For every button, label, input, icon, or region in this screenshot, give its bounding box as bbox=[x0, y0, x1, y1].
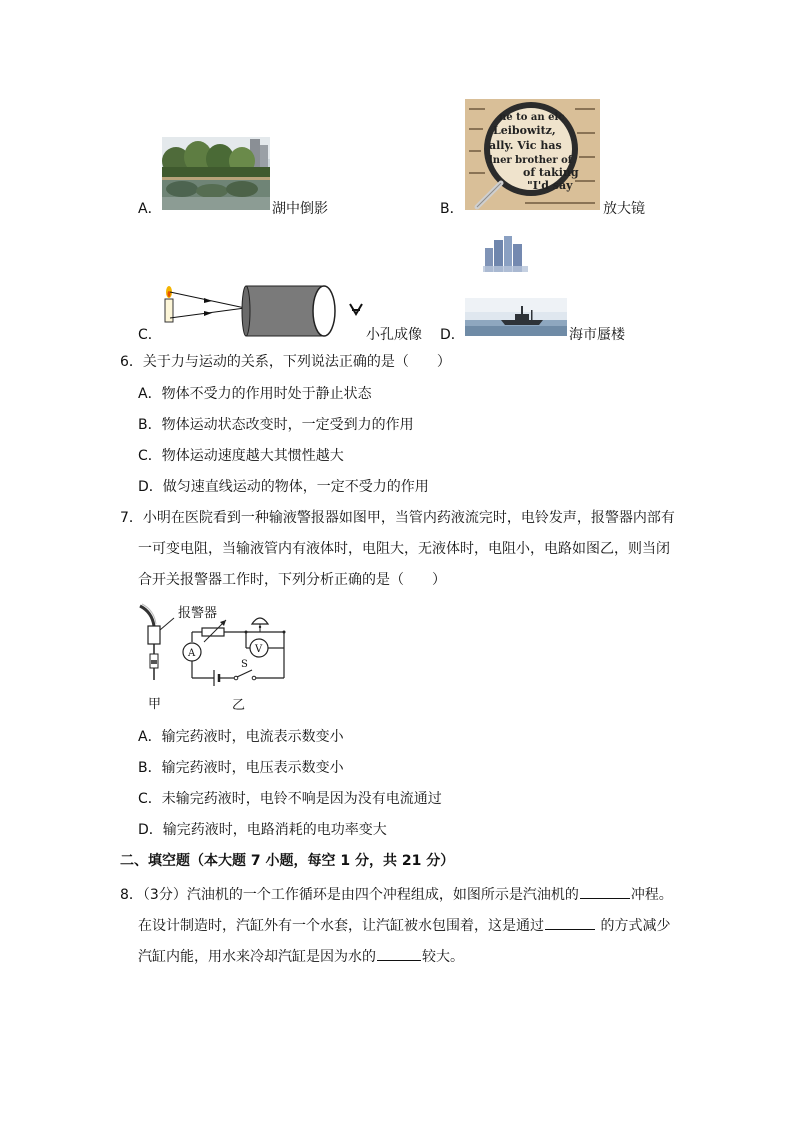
q8-line-1-end: 冲程。 bbox=[630, 887, 673, 903]
q7-option-b: B．输完药液时，电压表示数变小 bbox=[138, 760, 344, 776]
q7-option-d: D．输完药液时，电路消耗的电功率变大 bbox=[138, 822, 387, 838]
magnifier-text-line: Leibowitz, bbox=[493, 124, 556, 137]
figure-yi-label: 乙 bbox=[232, 698, 246, 713]
option-c-letter: C． bbox=[138, 327, 162, 343]
lake-reflection-image bbox=[162, 137, 270, 210]
q8-line-3-text: 汽缸内能，用水来冷却汽缸是因为水的 bbox=[138, 949, 376, 965]
q6-option-a: A．物体不受力的作用时处于静止状态 bbox=[138, 386, 372, 402]
magnifier-image bbox=[465, 99, 600, 210]
magnifier-text-line: of taking bbox=[523, 166, 579, 179]
q7-stem-line-2: 一可变电阻，当输液管内有液体时，电阻大，无液体时，电阻小，电路如图乙，则当闭 bbox=[138, 541, 670, 557]
q7-stem-line-3: 合开关报警器工作时，下列分析正确的是（ ） bbox=[138, 572, 446, 588]
q8-line-3 bbox=[138, 946, 464, 966]
q8-line-1-text: 8．（3分）汽油机的一个工作循环是由四个冲程组成，如图所示是汽油机的 bbox=[120, 887, 579, 903]
q7-option-c: C．未输完药液时，电铃不响是因为没有电流通过 bbox=[138, 791, 442, 807]
magnifier-text-line: "I'd say bbox=[527, 179, 573, 192]
magnifier-text-line: ally. Vic has bbox=[489, 139, 562, 152]
mirage-image bbox=[483, 236, 528, 274]
q7-stem-line-1: 7．小明在医院看到一种输液警报器如图甲，当管内药液流完时，电铃发声，报警器内部有 bbox=[120, 510, 675, 526]
q6-option-d: D．做匀速直线运动的物体，一定不受力的作用 bbox=[138, 479, 429, 495]
figure-jia-label: 甲 bbox=[148, 697, 162, 712]
pinhole-camera-figure bbox=[160, 284, 372, 342]
magnifier-text-line: lner brother of bbox=[489, 155, 573, 166]
q8-line-1 bbox=[120, 884, 673, 904]
mirage-sea-ship-image bbox=[465, 298, 567, 336]
q8-blank-3[interactable] bbox=[377, 946, 421, 961]
q6-stem: 6．关于力与运动的关系，下列说法正确的是（ ） bbox=[120, 354, 451, 370]
q8-blank-1[interactable] bbox=[580, 884, 630, 899]
q7-option-a: A．输完药液时，电流表示数变小 bbox=[138, 729, 344, 745]
q6-option-c: C．物体运动速度越大其惯性越大 bbox=[138, 448, 344, 464]
q8-line-2 bbox=[138, 915, 670, 935]
option-d-letter: D． bbox=[440, 327, 465, 343]
voltmeter-label: V bbox=[255, 644, 263, 655]
option-b-caption: 放大镜 bbox=[603, 201, 645, 217]
q8-line-2-end: 的方式减少 bbox=[596, 918, 671, 934]
option-a-letter: A． bbox=[138, 201, 162, 217]
ammeter-label: A bbox=[188, 648, 196, 659]
option-c-caption: 小孔成像 bbox=[366, 327, 422, 343]
section-2-title: 二、填空题（本大题 7 小题，每空 1 分，共 21 分） bbox=[120, 853, 455, 869]
alarm-circuit-figure bbox=[130, 600, 300, 715]
magnifier-text-line: ne to an elc bbox=[499, 112, 565, 123]
q8-line-2-text: 在设计制造时，汽缸外有一个水套，让汽缸被水包围着，这是通过 bbox=[138, 918, 544, 934]
option-a-caption: 湖中倒影 bbox=[272, 201, 328, 217]
q6-option-b: B．物体运动状态改变时，一定受到力的作用 bbox=[138, 417, 414, 433]
alarm-label: 报警器 bbox=[178, 606, 218, 621]
q8-blank-2[interactable] bbox=[545, 915, 595, 930]
q8-line-3-end: 较大。 bbox=[422, 949, 464, 965]
switch-label: S bbox=[241, 659, 248, 670]
option-b-letter: B． bbox=[440, 201, 464, 217]
option-d-caption: 海市蜃楼 bbox=[569, 327, 625, 343]
